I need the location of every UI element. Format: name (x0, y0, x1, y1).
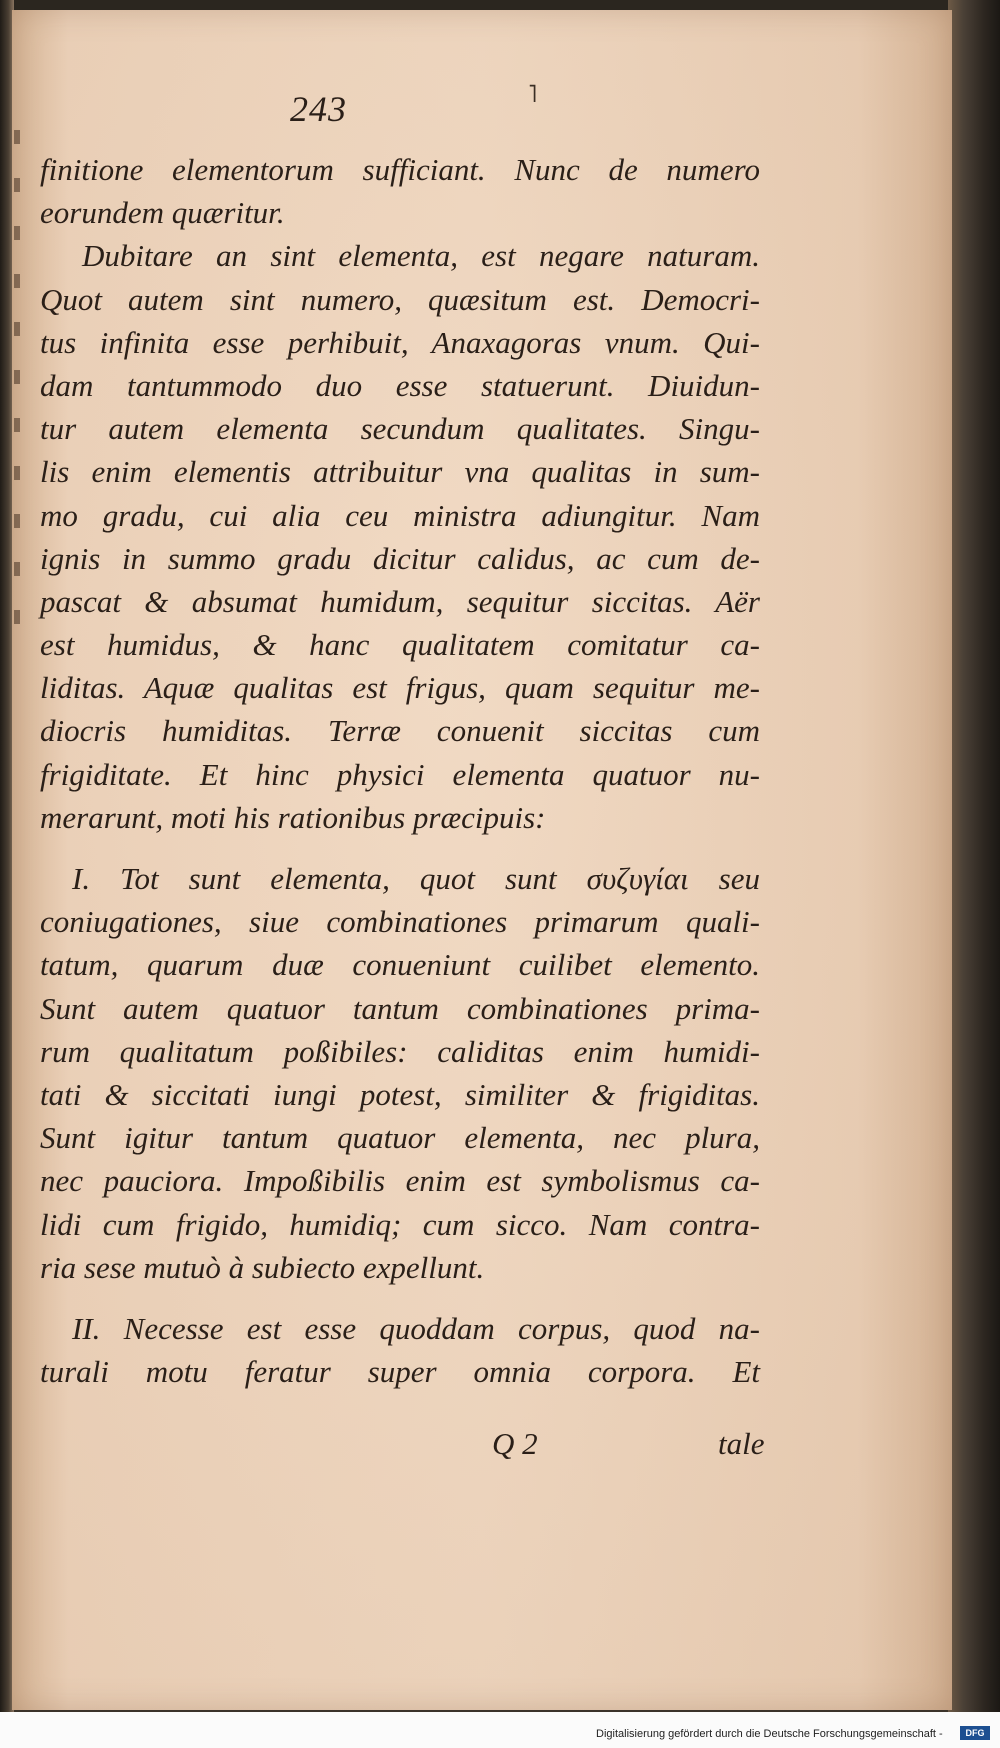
page-number: 243 (290, 89, 347, 129)
text-line: est humidus, & hanc qualitatem comitatur ca- (40, 627, 760, 663)
text-line: rum qualitatum poßibiles: caliditas enim humidi- (40, 1033, 760, 1069)
text-line: lis enim elementis attribuitur vna qualitas in sum- (40, 454, 760, 490)
stray-ink-mark: ˥ (528, 82, 538, 108)
text-line: Dubitare an sint elementa, est negare naturam. (82, 238, 760, 274)
text-line: coniugationes, siue combinationes primarum quali- (40, 904, 760, 940)
text-line: liditas. Aquæ qualitas est frigus, quam sequitur me- (40, 670, 760, 706)
text-line: lidi cum frigido, humidiq; cum sicco. Nam contra- (40, 1206, 760, 1242)
text-line: tati & siccitati iungi potest, similiter & frigiditas. (40, 1076, 760, 1112)
text-line: I. Tot sunt elementa, quot sunt συζυγίαι seu (72, 861, 760, 896)
catchword: tale (718, 1426, 765, 1461)
text-line: tus infinita esse perhibuit, Anaxagoras vnum. Qui- (40, 324, 760, 360)
text-line: turali motu feratur super omnia corpora. Et (40, 1354, 760, 1390)
text-line: eorundem quæritur. (40, 195, 285, 231)
text-line: II. Necesse est esse quoddam corpus, quod na- (72, 1310, 760, 1346)
text-line: Sunt igitur tantum quatuor elementa, nec plura, (40, 1120, 760, 1156)
text-line: merarunt, moti his rationibus præcipuis: (40, 799, 546, 835)
text-line: tur autem elementa secundum qualitates. Singu- (40, 411, 760, 447)
page-footer (40, 1426, 765, 1470)
text-line: ignis in summo gradu dicitur calidus, ac cum de- (40, 540, 760, 576)
page-stack-right-edge (948, 0, 1000, 1712)
body-text (40, 148, 760, 1393)
book-page (12, 10, 952, 1710)
text-line: diocris humiditas. Terræ conuenit siccitas cum (40, 713, 760, 749)
scan-top-edge (0, 0, 1000, 10)
text-line: frigiditate. Et hinc physici elementa quatuor nu- (40, 756, 760, 792)
text-line: mo gradu, cui alia ceu ministra adiungitur. Nam (40, 497, 760, 533)
text-line: tatum, quarum duæ conueniunt cuilibet elemento. (40, 947, 760, 983)
text-line: finitione elementorum sufficiant. Nunc de numero (40, 152, 760, 187)
text-line: pascat & absumat humidum, sequitur siccitas. Aër (40, 583, 760, 619)
dfg-logo: DFG (960, 1726, 990, 1740)
signature-mark: Q 2 (492, 1426, 538, 1461)
text-line: Quot autem sint numero, quæsitum est. Democri- (40, 281, 760, 317)
text-line: ria sese mutuò à subiecto expellunt. (40, 1249, 485, 1285)
text-line: dam tantummodo duo esse statuerunt. Diuidun- (40, 367, 760, 403)
text-line: Sunt autem quatuor tantum combinationes prima- (40, 990, 760, 1026)
text-line: nec pauciora. Impoßibilis enim est symbolismus ca- (40, 1163, 760, 1199)
margin-bleed-through (12, 130, 26, 690)
digitization-credit: Digitalisierung gefördert durch die Deutsche Forschungsgemeinschaft - (596, 1728, 943, 1740)
